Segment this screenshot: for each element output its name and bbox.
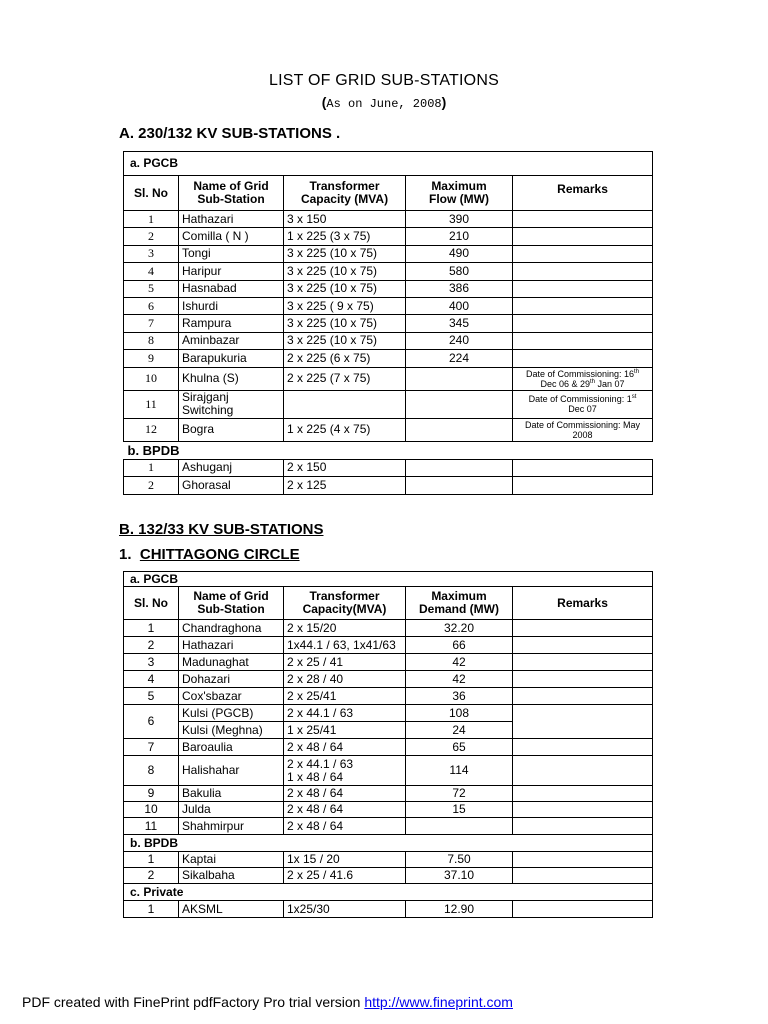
table-row: 1 AKSML 1x25/30 12.90 [124, 901, 653, 918]
table-row: 2 Ghorasal 2 x 125 [124, 477, 653, 495]
header-remarks: Remarks [513, 587, 653, 620]
remarks-bogra: Date of Commissioning: May 2008 [513, 418, 653, 441]
table-header-row [124, 587, 653, 620]
table-row: 5 Cox'sbazar 2 x 25/41 36 [124, 688, 653, 705]
table-row: 4 Dohazari 2 x 28 / 40 42 [124, 671, 653, 688]
header-name: Name of Grid Sub-Station [179, 176, 284, 211]
group-bpdb-label: b. BPDB [124, 835, 653, 852]
table-row: 8 Aminbazar 3 x 225 (10 x 75) 240 [124, 332, 653, 349]
section-a-heading: A. 230/132 KV SUB-STATIONS . [119, 125, 341, 142]
table-row: 1 Chandraghona 2 x 15/20 32.20 [124, 620, 653, 637]
table-header-row [124, 176, 653, 211]
document-subtitle [0, 94, 768, 111]
table-row: 4 Haripur 3 x 225 (10 x 75) 580 [124, 263, 653, 280]
table-row: 2 Sikalbaha 2 x 25 / 41.6 37.10 [124, 868, 653, 884]
group-pgcb-label: a. PGCB [124, 152, 653, 176]
header-capacity: Transformer Capacity(MVA) [284, 587, 406, 620]
group-pgcb-label: a. PGCB [124, 572, 653, 587]
table-row: 1 Kaptai 1x 15 / 20 7.50 [124, 852, 653, 868]
header-max-flow: Maximum Flow (MW) [406, 176, 513, 211]
table-row: 11 Sirajganj Switching Date of Commissioning: 1st Dec 07 [124, 390, 653, 418]
table-row: 10 Khulna (S) 2 x 225 (7 x 75) Date of Commissioning: 16th Dec 06 & 29th Jan 07 [124, 367, 653, 390]
footer-note: PDF created with FinePrint pdfFactory Pro trial version http://www.fineprint.com [22, 994, 513, 1010]
document-title: LIST OF GRID SUB-STATIONS [269, 72, 499, 89]
header-name: Name of Grid Sub-Station [179, 587, 284, 620]
table-row: 12 Bogra 1 x 225 (4 x 75) Date of Commissioning: May 2008 [124, 418, 653, 441]
subtitle-close-paren: ) [441, 94, 447, 110]
table-row: 6 Kulsi (PGCB) 2 x 44.1 / 63 108 [124, 705, 653, 722]
table-row: 3 Tongi 3 x 225 (10 x 75) 490 [124, 245, 653, 262]
table-230kv-substations [123, 151, 653, 495]
section-b-heading: B. 132/33 KV SUB-STATIONS [119, 521, 324, 538]
table-row: 8 Halishahar 2 x 44.1 / 63 1 x 48 / 64 114 [124, 756, 653, 786]
header-sl-no: Sl. No [124, 176, 179, 211]
table-row: 2 Hathazari 1x44.1 / 63, 1x41/63 66 [124, 637, 653, 654]
header-remarks: Remarks [513, 176, 653, 211]
remarks-sirajganj: Date of Commissioning: 1st Dec 07 [513, 390, 653, 418]
header-sl-no: Sl. No [124, 587, 179, 620]
table-row: 3 Madunaghat 2 x 25 / 41 42 [124, 654, 653, 671]
table-row: 9 Bakulia 2 x 48 / 64 72 [124, 786, 653, 802]
table-row: 1 Hathazari 3 x 150 390 [124, 211, 653, 228]
table-132kv-chittagong [123, 571, 653, 918]
table-row: 1 Ashuganj 2 x 150 [124, 459, 653, 477]
table-row: 7 Baroaulia 2 x 48 / 64 65 [124, 739, 653, 756]
table-row: 10 Julda 2 x 48 / 64 15 [124, 802, 653, 818]
circle-heading: 1. CHITTAGONG CIRCLE [119, 546, 300, 563]
table-row: 5 Hasnabad 3 x 225 (10 x 75) 386 [124, 280, 653, 297]
table-row: 2 Comilla ( N ) 1 x 225 (3 x 75) 210 [124, 228, 653, 245]
fineprint-link[interactable]: http://www.fineprint.com [364, 994, 513, 1010]
remarks-khulna: Date of Commissioning: 16th Dec 06 & 29th Jan 07 [513, 367, 653, 390]
header-capacity: Transformer Capacity (MVA) [284, 176, 406, 211]
table-row: 7 Rampura 3 x 225 (10 x 75) 345 [124, 315, 653, 332]
table-row: 6 Ishurdi 3 x 225 ( 9 x 75) 400 [124, 297, 653, 314]
subtitle-date: As on June, 2008 [326, 97, 442, 111]
group-private-label: c. Private [124, 884, 653, 901]
group-bpdb-label: b. BPDB [124, 441, 653, 459]
table-row: 9 Barapukuria 2 x 225 (6 x 75) 224 [124, 350, 653, 367]
subtitle-open-paren: ( [321, 94, 327, 110]
table-row: 11 Shahmirpur 2 x 48 / 64 [124, 818, 653, 835]
table-row: Kulsi (Meghna) 1 x 25/41 24 [124, 722, 653, 739]
header-max-demand: Maximum Demand (MW) [406, 587, 513, 620]
